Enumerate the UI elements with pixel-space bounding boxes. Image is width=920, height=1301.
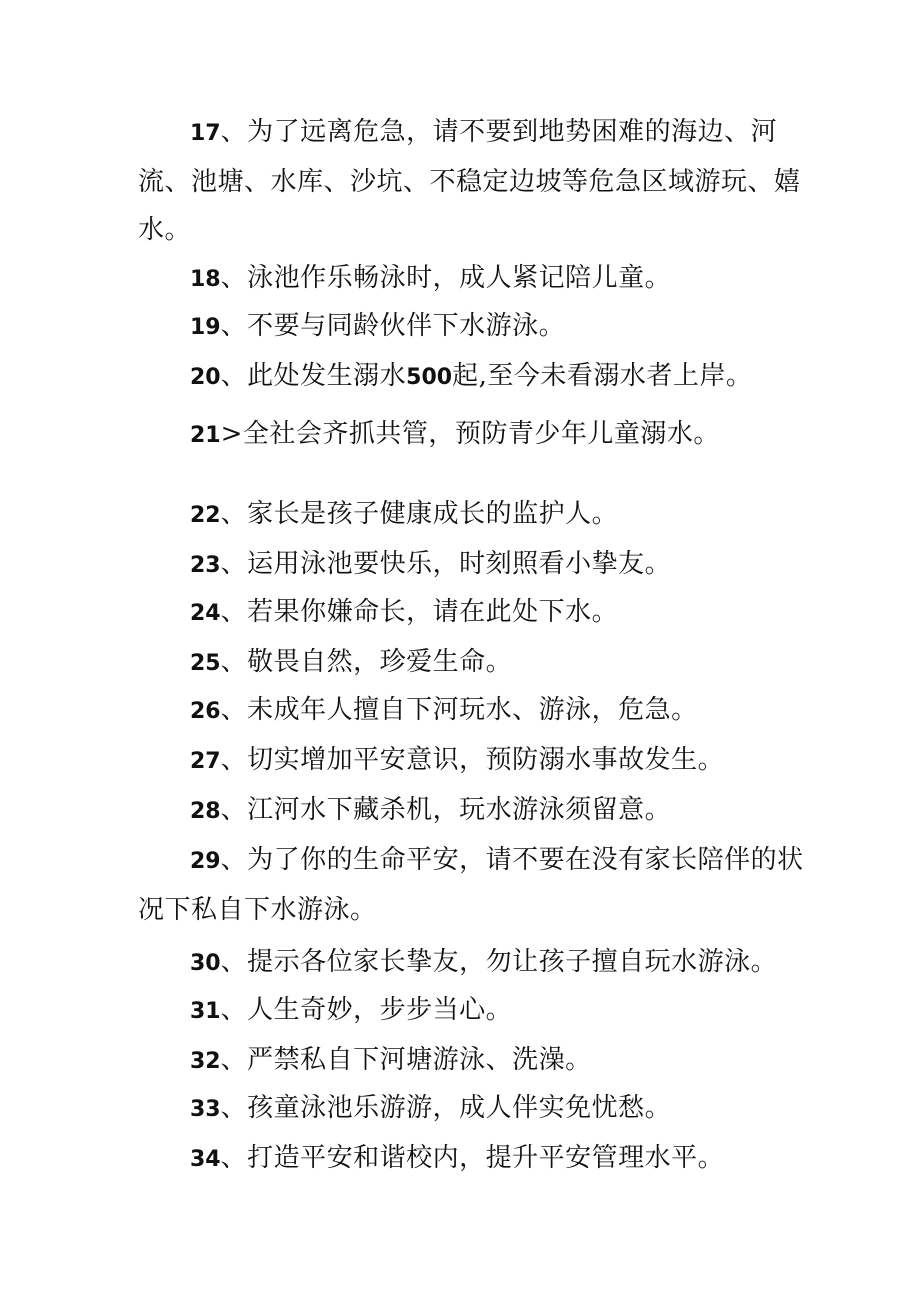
item-text: 、若果你嫌命长，请在此处下水。 [220, 597, 619, 627]
list-item [138, 836, 818, 934]
list-item [138, 986, 818, 1036]
item-text: >全社会齐抓共管，预防青少年儿童溺水。 [220, 419, 720, 449]
item-text: 、为了远离危急，请不要到地势困难的海边、河流、池塘、水库、沙坑、不稳定边坡等危急区域游玩、嬉水。 [138, 117, 801, 245]
item-number: 18 [190, 267, 221, 292]
item-number: 24 [190, 601, 221, 626]
item-number-inline: 500 [406, 365, 453, 390]
item-number: 28 [190, 799, 221, 824]
list-item [138, 490, 818, 540]
list-item [138, 1084, 818, 1134]
list-item [138, 540, 818, 590]
item-text: 、运用泳池要快乐，时刻照看小挚友。 [220, 549, 672, 579]
item-number: 27 [190, 749, 221, 774]
item-text: 、提示各位家长挚友，勿让孩子擅自玩水游泳。 [220, 947, 778, 977]
item-text-continued: 起,至今未看溺水者上岸。 [452, 361, 753, 391]
list-item [138, 938, 818, 988]
list-item [138, 1036, 818, 1086]
item-number: 23 [190, 553, 221, 578]
list-item [138, 686, 818, 736]
item-number: 31 [190, 999, 221, 1024]
list-item [138, 786, 818, 836]
item-number: 19 [190, 315, 221, 340]
item-text: 、不要与同龄伙伴下水游泳。 [220, 311, 566, 341]
item-text: 、孩童泳池乐游游，成人伴实免忧愁。 [220, 1093, 672, 1123]
item-text: 、严禁私自下河塘游泳、洗澡。 [220, 1045, 592, 1075]
item-text: 、江河水下藏杀机，玩水游泳须留意。 [220, 795, 672, 825]
list-item [138, 254, 818, 304]
item-number: 30 [190, 951, 221, 976]
list-item [138, 302, 818, 352]
item-text: 、人生奇妙，步步当心。 [220, 995, 513, 1025]
list-item [138, 352, 818, 402]
item-number: 17 [190, 121, 221, 146]
item-number: 20 [190, 365, 221, 390]
list-item [138, 638, 818, 688]
item-number: 25 [190, 651, 221, 676]
item-text: 、敬畏自然，珍爱生命。 [220, 647, 513, 677]
item-number: 33 [190, 1097, 221, 1122]
item-text: 、家长是孩子健康成长的监护人。 [220, 499, 619, 529]
list-item [138, 588, 818, 638]
list-item [138, 108, 818, 254]
item-number: 34 [190, 1147, 221, 1172]
item-text: 、切实增加平安意识，预防溺水事故发生。 [220, 745, 725, 775]
item-number: 32 [190, 1049, 221, 1074]
item-number: 21 [190, 423, 221, 448]
list-item [138, 1134, 818, 1184]
item-text: 、为了你的生命平安，请不要在没有家长陪伴的状况下私自下水游泳。 [138, 845, 804, 925]
item-text: 、未成年人擅自下河玩水、游泳，危急。 [220, 695, 698, 725]
list-item [138, 736, 818, 786]
item-number: 22 [190, 503, 221, 528]
item-number: 26 [190, 699, 221, 724]
list-item [138, 410, 818, 460]
item-number: 29 [190, 849, 221, 874]
item-text: 、泳池作乐畅泳时，成人紧记陪儿童。 [220, 263, 672, 293]
item-text: 、打造平安和谐校内，提升平安管理水平。 [220, 1143, 725, 1173]
item-text: 、此处发生溺水 [220, 361, 407, 391]
